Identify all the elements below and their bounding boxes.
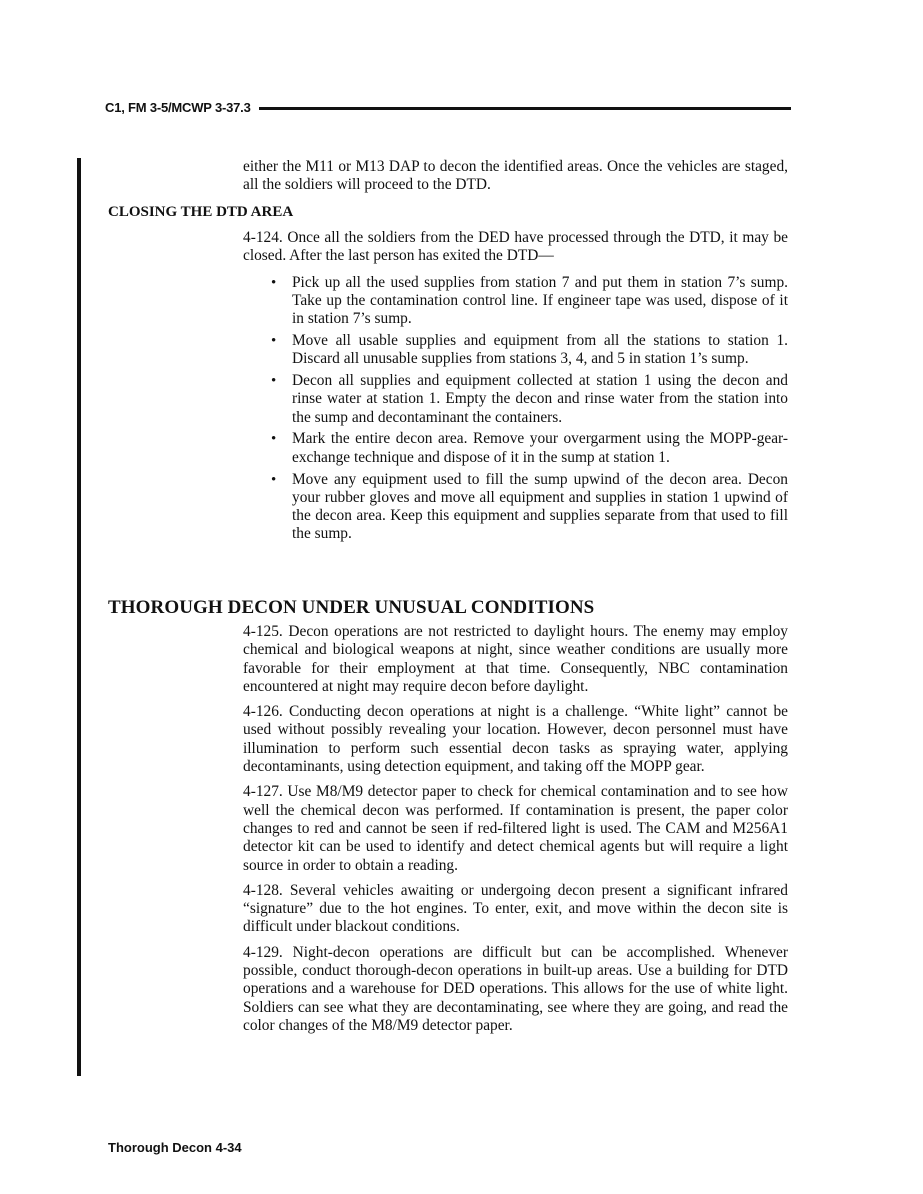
running-footer: Thorough Decon 4-34: [108, 1140, 242, 1155]
list-item: [243, 332, 788, 369]
unusual-conditions-body: [243, 623, 788, 1042]
list-item: [243, 274, 788, 329]
list-item: [243, 430, 788, 467]
closing-steps-list: [243, 274, 788, 544]
bullet-glyph: •: [271, 373, 277, 390]
list-item: [243, 372, 788, 427]
paragraph-4-126: 4-126. Conducting decon operations at night is a challenge. “White light” cannot be used without possibly revealing your location. However, decon personnel must have illumination to perform such essential decon tasks as spraying water, applying decontaminants, using detection equipment, and taking off the MOPP gear.: [243, 703, 788, 776]
bullet-glyph: •: [271, 332, 277, 349]
list-item: [243, 471, 788, 544]
change-bar: [77, 158, 81, 1076]
running-header: [105, 97, 791, 117]
list-item-text: Move any equipment used to fill the sump upwind of the decon area. Decon your rubber gloves and move all equipment and supplies in station 1 upwind of the decon area. Keep this equipment and supplies separate from that used to fill the sump.: [292, 470, 788, 543]
paragraph-4-128: 4-128. Several vehicles awaiting or undergoing decon present a significant infrared “signature” due to the hot engines. To enter, exit, and move within the decon site is difficult under blackout conditions.: [243, 881, 788, 936]
paragraph-4-124: 4-124. Once all the soldiers from the DED have processed through the DTD, it may be closed. After the last person has exited the DTD—: [243, 229, 788, 265]
intro-paragraph: either the M11 or M13 DAP to decon the identified areas. Once the vehicles are staged, all the soldiers will proceed to the DTD.: [243, 158, 788, 194]
paragraph-4-125: 4-125. Decon operations are not restricted to daylight hours. The enemy may employ chemical and biological weapons at night, since weather conditions are usually more favorable for their employment at that time. Consequently, NBC contamination encountered at night may require decon before daylight.: [243, 623, 788, 695]
paragraph-4-129: 4-129. Night-decon operations are difficult but can be accomplished. Whenever possible, conduct thorough-decon operations in built-up areas. Use a building for DTD operations and a warehouse for DED operations. This allows for the use of white light. Soldiers can see what they are decontaminating, see where they are going, and read the color changes of the M8/M9 detector paper.: [243, 943, 788, 1034]
closing-section-heading: CLOSING THE DTD AREA: [108, 204, 294, 220]
unusual-conditions-heading: THOROUGH DECON UNDER UNUSUAL CONDITIONS: [108, 597, 595, 618]
bullet-glyph: •: [271, 471, 277, 488]
bullet-glyph: •: [271, 274, 277, 291]
list-item-text: Mark the entire decon area. Remove your overgarment using the MOPP-gear-exchange technique and dispose of it in the sump at station 1.: [292, 430, 788, 466]
list-item-text: Decon all supplies and equipment collected at station 1 using the decon and rinse water at station 1. Empty the decon and rinse water from the station into the sump and decontaminant the containers.: [292, 372, 788, 426]
header-rule: [259, 107, 791, 110]
closing-section-body: [243, 229, 788, 547]
list-item-text: Move all usable supplies and equipment from all the stations to station 1. Discard all unusable supplies from stations 3, 4, and 5 in station 1’s sump.: [292, 331, 788, 368]
list-item-text: Pick up all the used supplies from station 7 and put them in station 7’s sump. Take up the contamination control line. If engineer tape was used, dispose of it in station 7’s sump.: [292, 273, 788, 328]
bullet-glyph: •: [271, 431, 277, 448]
header-label: C1, FM 3-5/MCWP 3-37.3: [105, 99, 251, 115]
paragraph-4-127: 4-127. Use M8/M9 detector paper to check for chemical contamination and to see how well the chemical decon was performed. If contamination is present, the paper color changes to red and cannot be seen if red-filtered light is used. The CAM and M256A1 detector kit can be used to identify and detect chemical agents but will require a light source in order to obtain a reading.: [243, 783, 788, 874]
